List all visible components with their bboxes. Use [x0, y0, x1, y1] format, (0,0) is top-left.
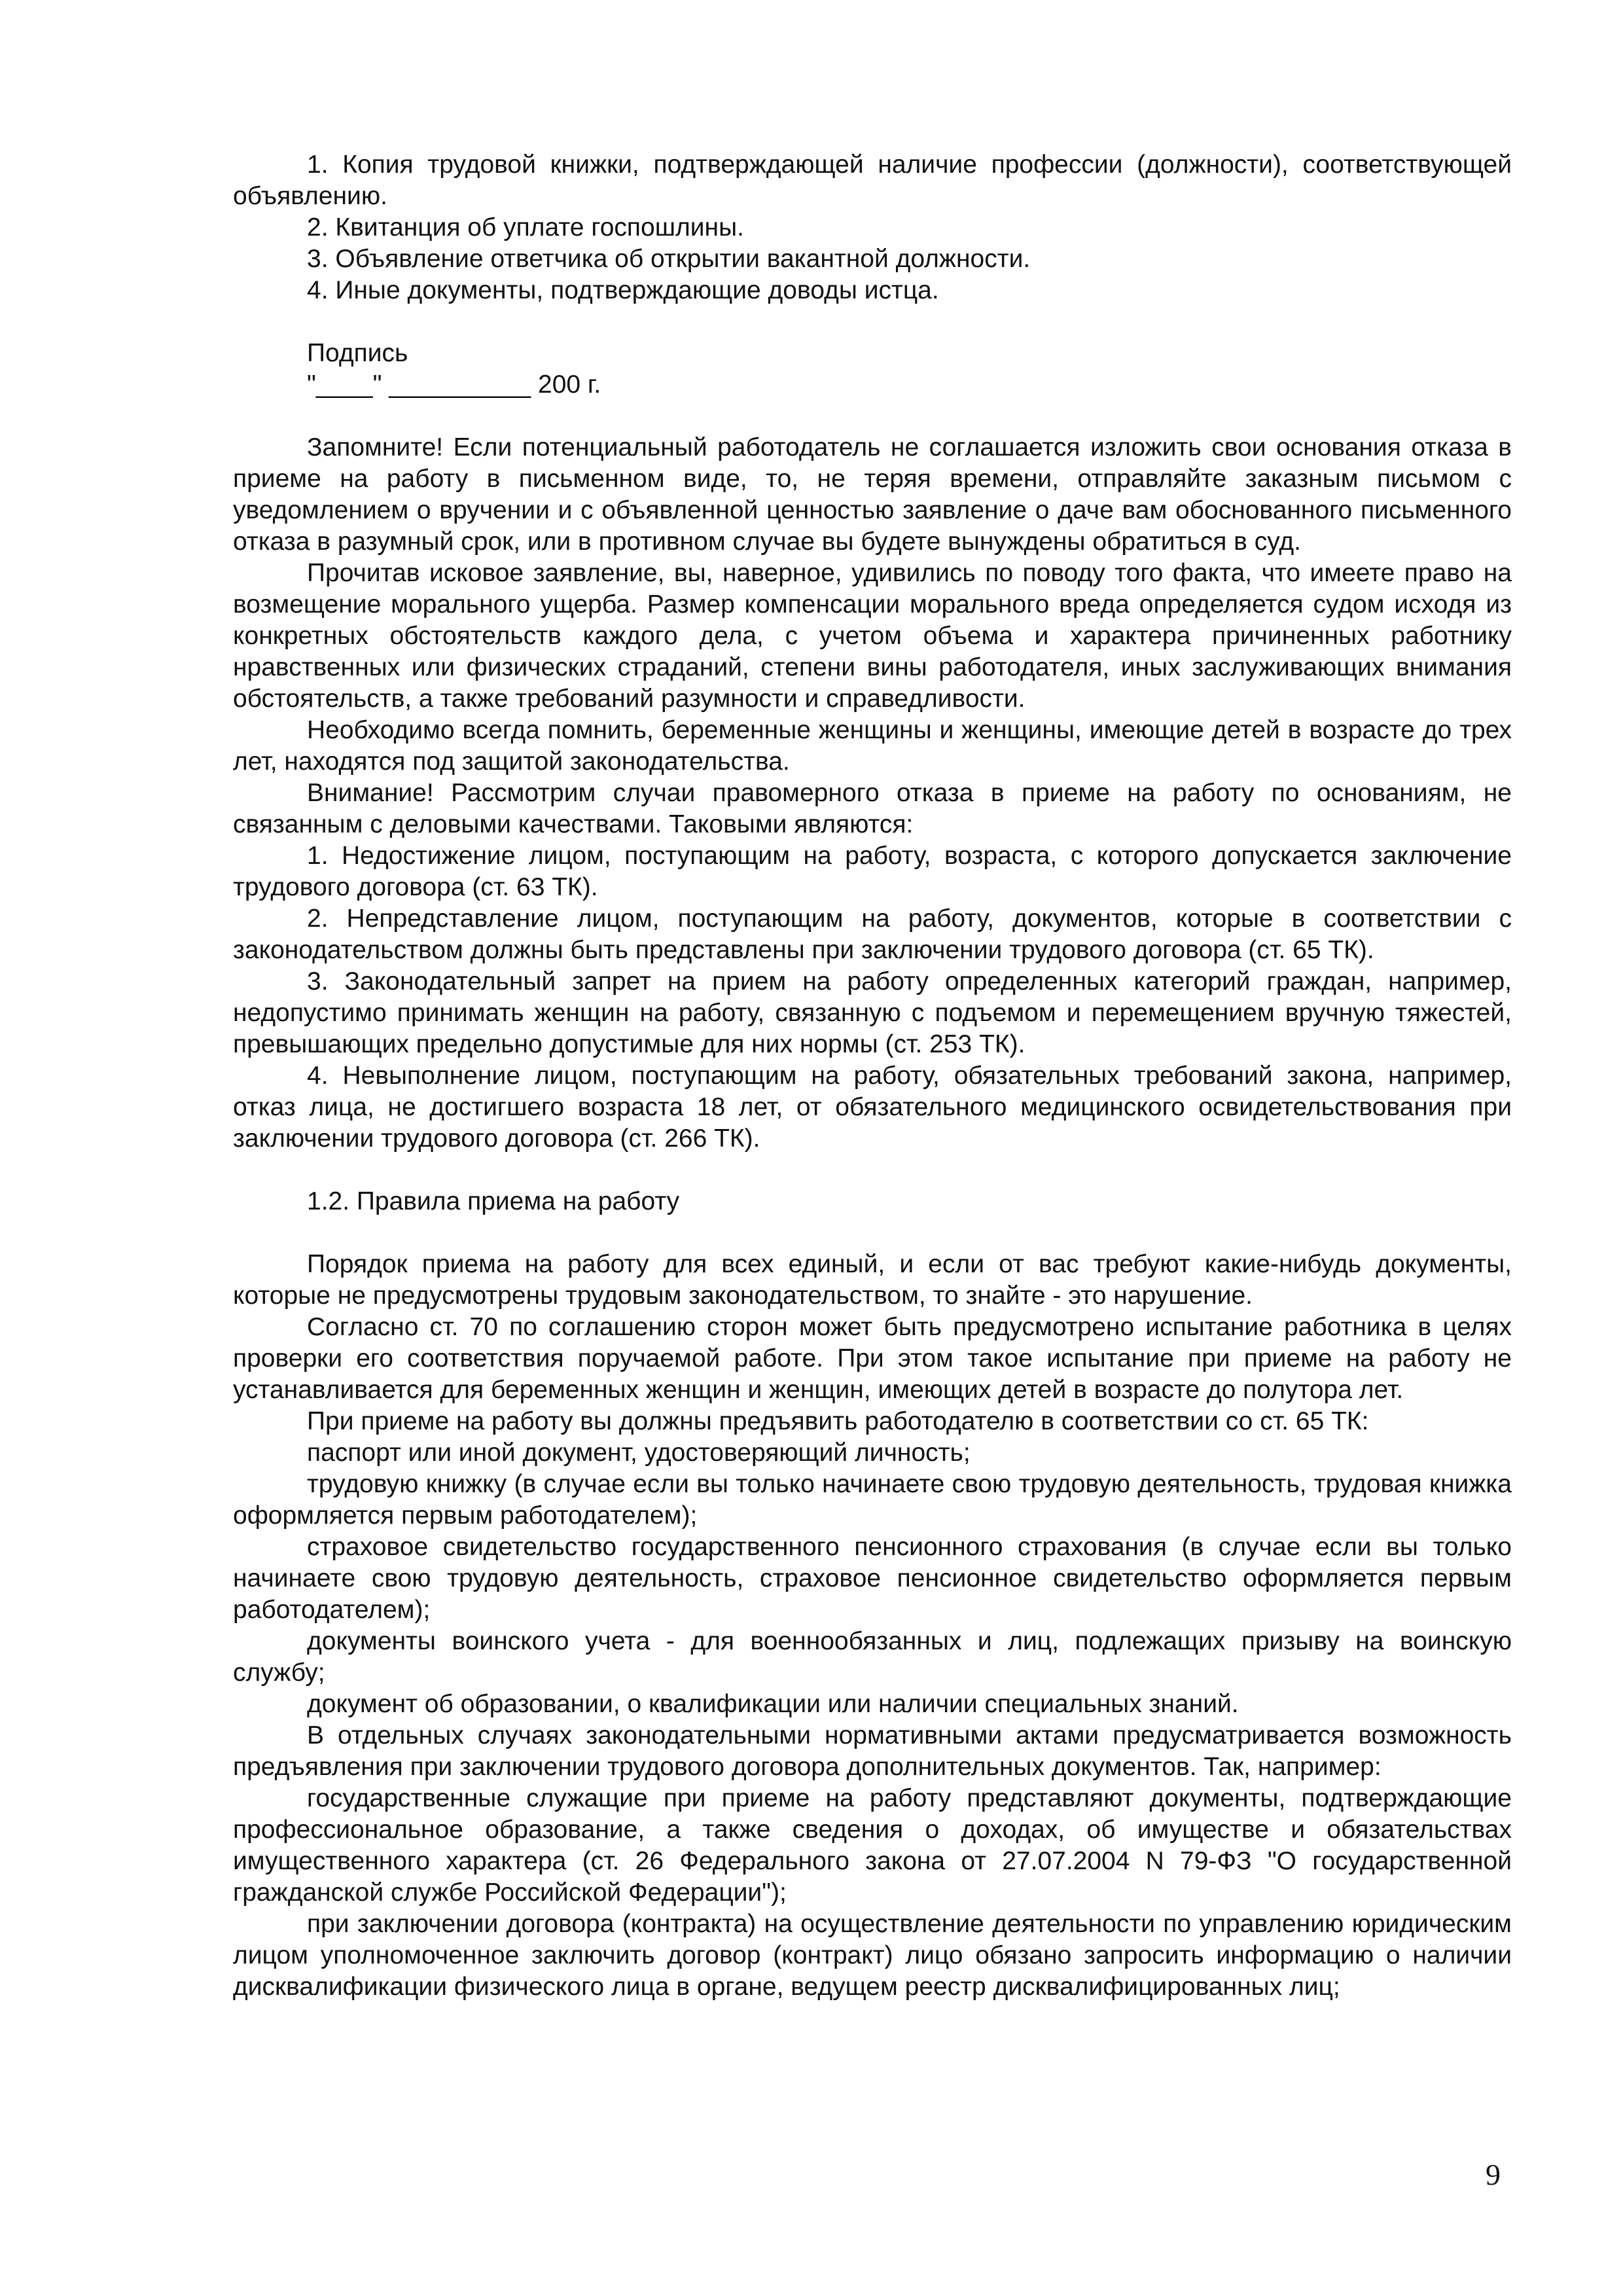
paragraph: При приеме на работу вы должны предъявить работодателю в соответствии со ст. 65 ТК: — [307, 1407, 1369, 1435]
list-item: 4. Иные документы, подтверждающие доводы истца. — [307, 276, 939, 304]
list-item: 1. Недостижение лицом, поступающим на работу, возраста, с которого допускается заключение трудового договора (ст. 63 ТК). — [233, 842, 1512, 901]
list-item: при заключении договора (контракта) на осуществление деятельности по управлению юридическим лицом уполномоченное заключить договор (контракт) лицо обязано запросить информацию о наличии дисквалификации физического лица в органе, ведущем реестр дисквалифицированных лиц; — [233, 1910, 1512, 2001]
list-item: государственные служащие при приеме на работу представляют документы, подтверждающие профессиональное образование, а также сведения о доходах, об имуществе и обязательствах имущественного характера (ст. 26 Федерального закона от 27.07.2004 N 79-ФЗ "О государственной гражданской службе Российской Федерации"); — [233, 1784, 1512, 1907]
list-item: паспорт или иной документ, удостоверяющий личность; — [307, 1439, 971, 1467]
list-item: страховое свидетельство государственного пенсионного страхования (в случае если вы только начинаете свою трудовую деятельность, страховое пенсионное свидетельство оформляется первым работодателем); — [233, 1533, 1512, 1624]
list-item: трудовую книжку (в случае если вы только начинаете свою трудовую деятельность, трудовая книжка оформляется первым работодателем); — [233, 1470, 1512, 1530]
list-item: документ об образовании, о квалификации или наличии специальных знаний. — [307, 1690, 1239, 1718]
paragraph: Согласно ст. 70 по соглашению сторон может быть предусмотрено испытание работника в целях проверки его соответствия поручаемой работе. При этом такое испытание при приеме на работу не устанавливается для беременных женщин и женщин, имеющих детей в возрасте до полутора лет. — [233, 1313, 1512, 1404]
list-item: 3. Законодательный запрет на прием на работу определенных категорий граждан, например, недопустимо принимать женщин на работу, связанную с подъемом и перемещением вручную тяжестей, превышающих предельно допустимые для них нормы (ст. 253 ТК). — [233, 967, 1512, 1058]
signature-label: Подпись — [307, 339, 408, 367]
paragraph: Порядок приема на работу для всех единый, и если от вас требуют какие-нибудь документы, которые не предусмотрены трудовым законодательством, то знайте - это нарушение. — [233, 1250, 1512, 1310]
paragraph: Необходимо всегда помнить, беременные женщины и женщины, имеющие детей в возрасте до трех лет, находятся под защитой законодательства. — [233, 716, 1512, 776]
list-item: 1. Копия трудовой книжки, подтверждающей наличие профессии (должности), соответствующей объявлению. — [233, 151, 1512, 210]
section-heading: 1.2. Правила приема на работу — [307, 1187, 680, 1215]
paragraph: Внимание! Рассмотрим случаи правомерного отказа в приеме на работу по основаниям, не связанным с деловыми качествами. Таковыми являются: — [233, 779, 1512, 838]
paragraph: Запомните! Если потенциальный работодатель не соглашается изложить свои основания отказа в приеме на работу в письменном виде, то, не теряя времени, отправляйте заказным письмом с уведомлением о вручении и с объявленной ценностью заявление о даче вам обоснованного письменного отказа в разумный срок, или в противном случае вы будете вынуждены обратиться в суд. — [233, 433, 1512, 556]
spacer — [233, 401, 1512, 432]
list-item: 3. Объявление ответчика об открытии вакантной должности. — [307, 245, 1031, 273]
page-content — [233, 149, 1512, 2003]
spacer — [233, 1217, 1512, 1249]
page-number: 9 — [1486, 2158, 1501, 2191]
paragraph: Прочитав исковое заявление, вы, наверное, удивились по поводу того факта, что имеете право на возмещение морального ущерба. Размер компенсации морального вреда определяется судом исходя из конкретных обстоятельств каждого дела, с учетом объема и характера причиненных работнику нравственных или физических страданий, степени вины работодателя, иных заслуживающих внимания обстоятельств, а также требований разумности и справедливости. — [233, 559, 1512, 713]
list-item: 4. Невыполнение лицом, поступающим на работу, обязательных требований закона, например, отказ лица, не достигшего возраста 18 лет, от обязательного медицинского освидетельствования при заключении трудового договора (ст. 266 ТК). — [233, 1062, 1512, 1153]
signature-date-line: "____" __________ 200 г. — [307, 370, 601, 399]
list-item: документы воинского учета - для военнообязанных и лиц, подлежащих призыву на воинскую службу; — [233, 1627, 1512, 1687]
spacer — [233, 306, 1512, 338]
paragraph: В отдельных случаях законодательными нормативными актами предусматривается возможность предъявления при заключении трудового договора дополнительных документов. Так, например: — [233, 1721, 1512, 1781]
list-item: 2. Квитанция об уплате госпошлины. — [307, 213, 744, 242]
spacer — [233, 1155, 1512, 1186]
list-item: 2. Непредставление лицом, поступающим на работу, документов, которые в соответствии с законодательством должны быть представлены при заключении трудового договора (ст. 65 ТК). — [233, 905, 1512, 964]
